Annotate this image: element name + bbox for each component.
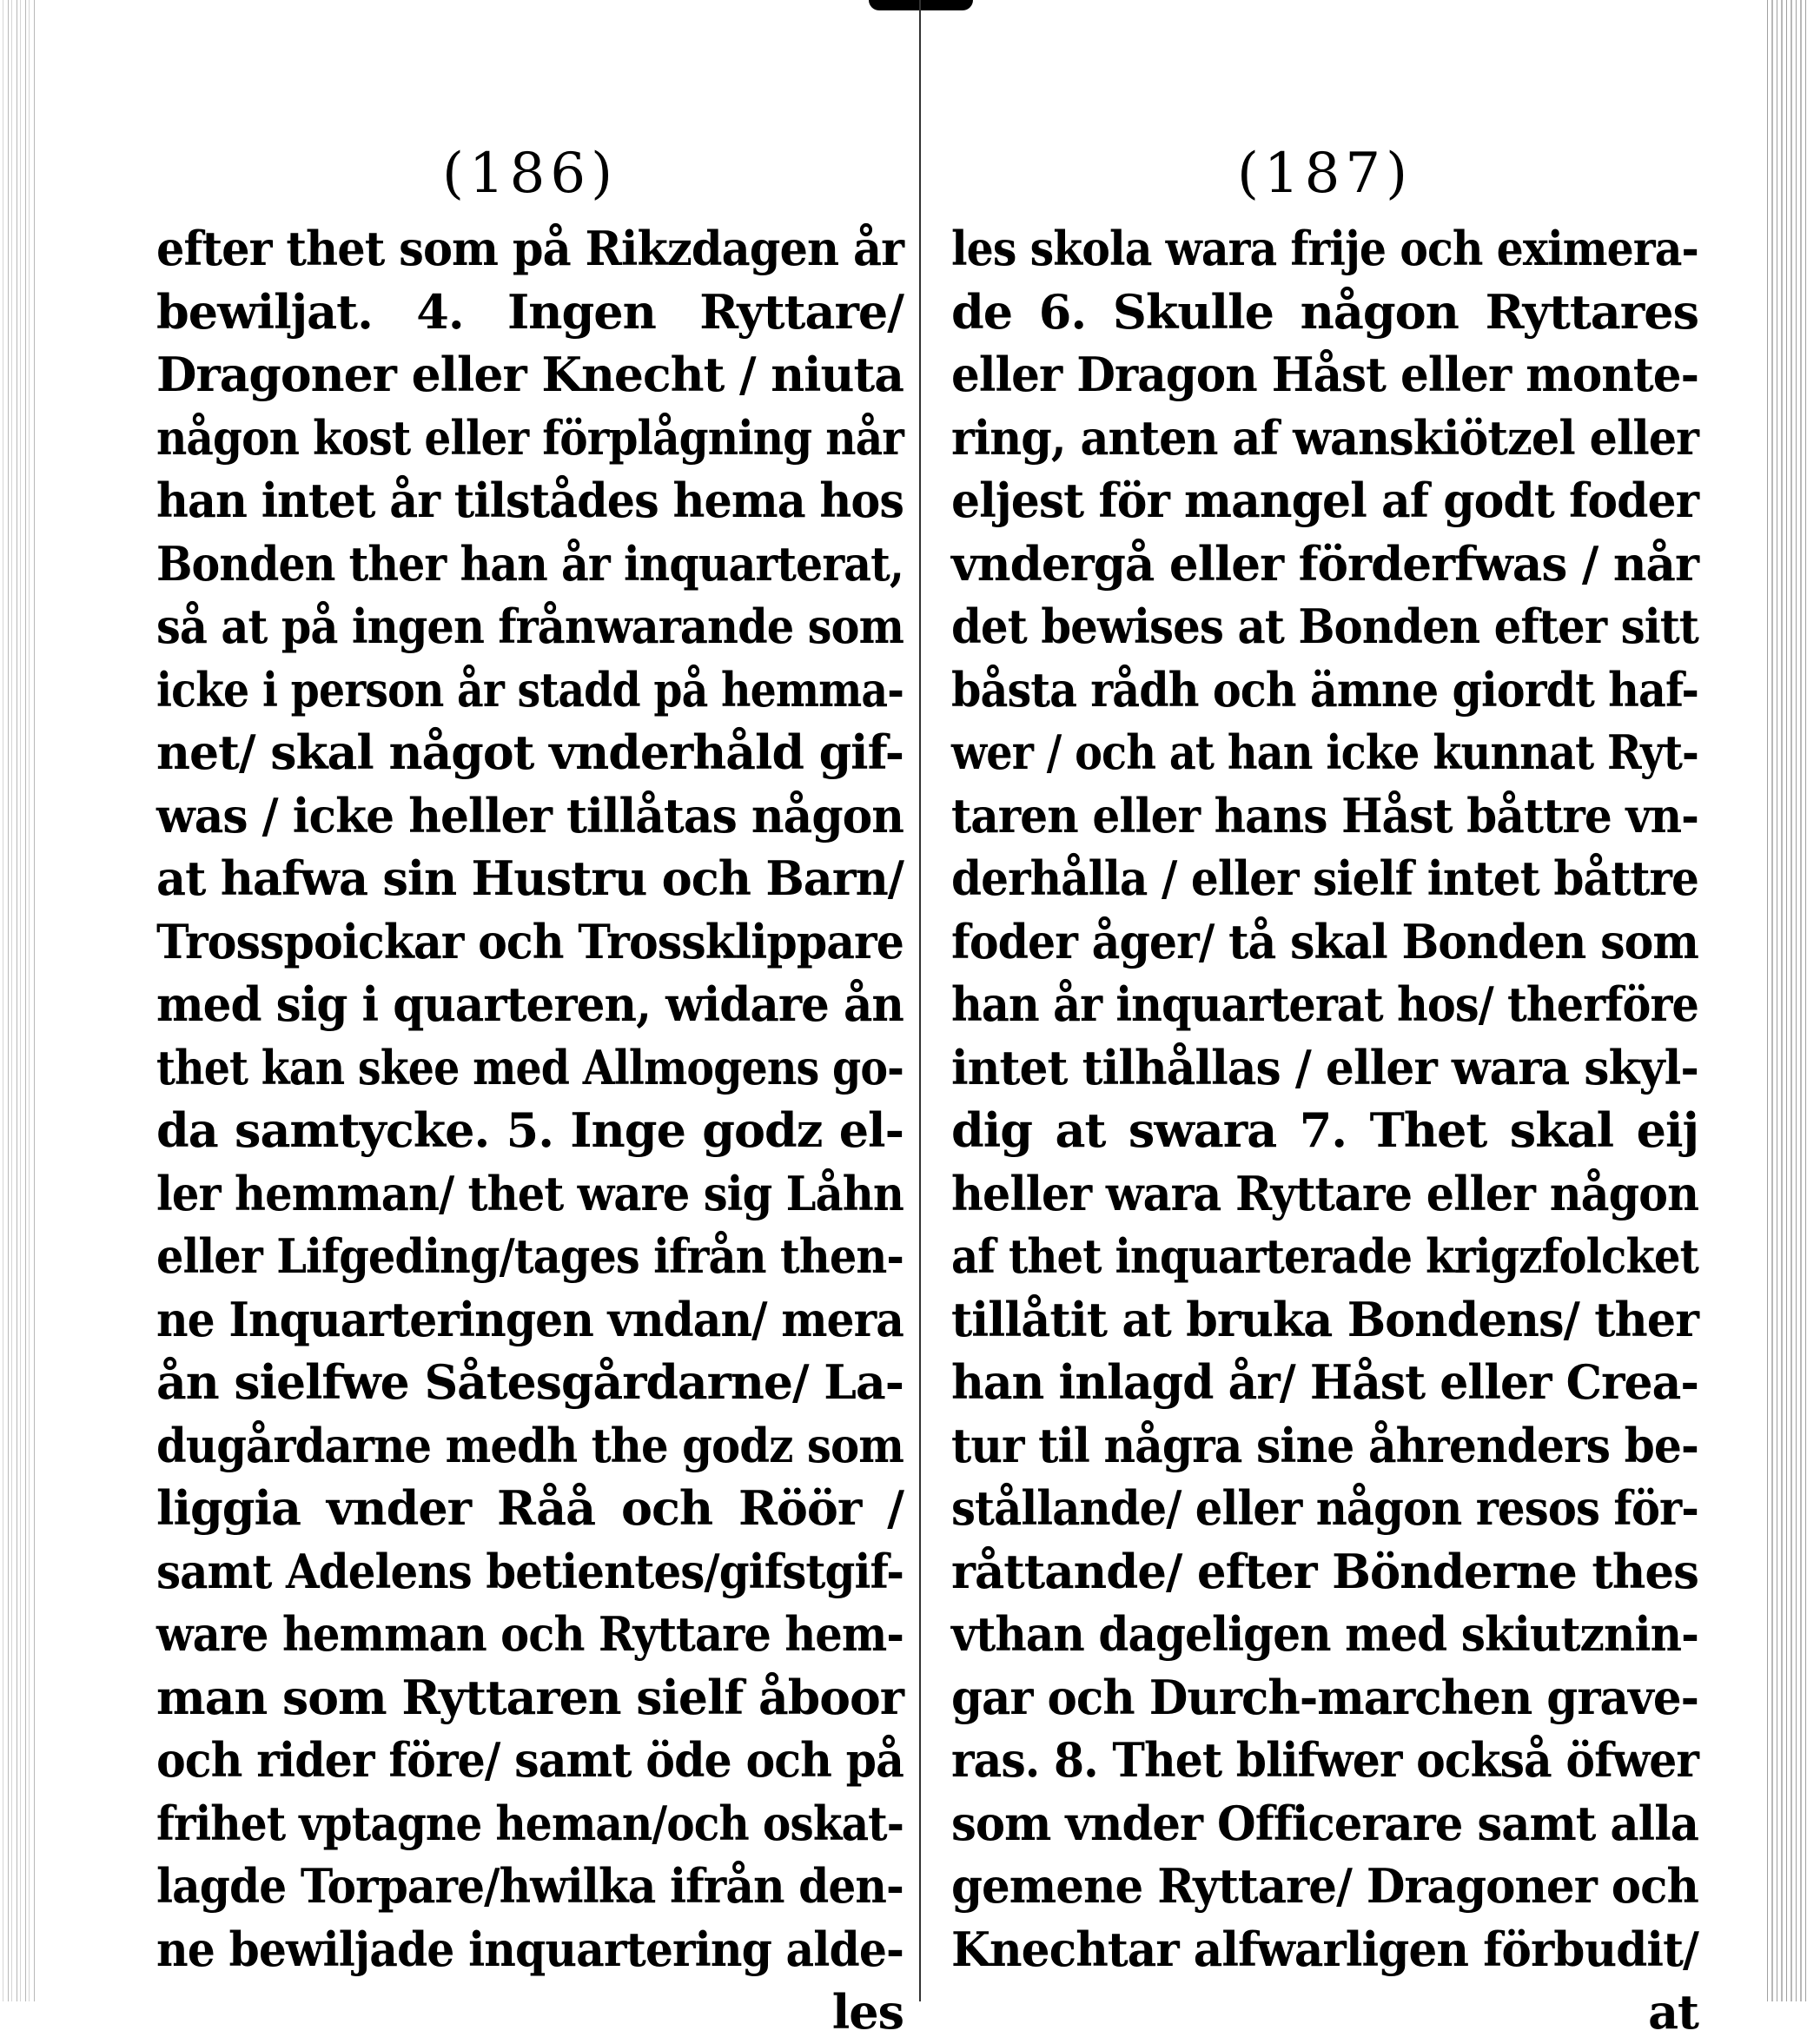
- text-line: med sig i quarteren, widare ån: [156, 976, 904, 1032]
- text-line: ne Inquarteringen vndan/ mera: [156, 1291, 904, 1347]
- text-line: tillåtit at bruka Bondens/ ther: [951, 1291, 1698, 1347]
- text-line: les: [831, 1984, 904, 2040]
- text-line: gar och Durch-marchen grave-: [951, 1669, 1699, 1725]
- text-line: ån sielfwe Såtesgårdarne/ La-: [156, 1354, 904, 1410]
- text-line: eller Dragon Håst eller monte-: [951, 347, 1699, 402]
- text-line: Bonden ther han år inquarterat,: [156, 535, 904, 592]
- text-line: eller Lifgeding/tages ifrån then-: [156, 1228, 904, 1284]
- text-line: icke i person år stadd på hemma-: [156, 661, 904, 718]
- text-line: eljest för mangel af godt foder: [951, 473, 1699, 528]
- text-line: at: [1648, 1984, 1698, 2040]
- text-line: vndergå eller förderfwas / når: [951, 535, 1699, 592]
- text-line: af thet inquarterade krigzfolcket: [951, 1228, 1699, 1284]
- text-line: frihet vptagne heman/och oskat-: [156, 1795, 904, 1851]
- text-line: tur til några sine åhrenders be-: [951, 1417, 1698, 1473]
- text-line: lagde Torpare/hwilka ifrån den-: [156, 1858, 904, 1914]
- text-line: da samtycke. 5. Inge godz el-: [156, 1102, 904, 1158]
- text-line: vthan dageligen med skiutznin-: [951, 1606, 1698, 1662]
- text-line: was / icke heller tillåtas någon: [156, 787, 904, 843]
- text-line: ras. 8. Thet blifwer också öfwer: [951, 1732, 1699, 1788]
- text-line: Trosspoickar och Trossklippare: [156, 913, 904, 969]
- text-line: wer / och at han icke kunnat Ryt-: [951, 724, 1698, 780]
- text-line: samt Adelens betientes/gifstgif-: [156, 1543, 904, 1599]
- text-line: ler hemman/ thet ware sig Låhn: [156, 1165, 904, 1221]
- text-line: net/ skal något vnderhåld gif-: [156, 724, 904, 780]
- binding-mark: [869, 0, 973, 10]
- text-line: det bewises at Bonden efter sitt: [951, 599, 1698, 654]
- text-line: han intet år tilstådes hema hos: [156, 473, 904, 528]
- left-page: [156, 139, 904, 2044]
- text-line: thet kan skee med Allmogens go-: [156, 1039, 904, 1095]
- text-line: han år inquarterat hos/ therföre: [951, 976, 1698, 1032]
- text-line: liggia vnder Råå och Röör /: [156, 1480, 904, 1536]
- text-line: ware hemman och Ryttare hem-: [156, 1606, 904, 1662]
- text-line: Knechtar alfwarligen förbudit/: [951, 1921, 1698, 1977]
- scan-left-edge: [0, 0, 35, 2001]
- text-line: les skola wara frije och eximera-: [951, 221, 1698, 276]
- text-line: ring, anten af wanskiötzel eller: [951, 409, 1699, 466]
- text-line: gemene Ryttare/ Dragoner och: [951, 1858, 1699, 1914]
- text-line: dig at swara 7. Thet skal eij: [951, 1102, 1698, 1158]
- text-line: man som Ryttaren sielf åboor: [156, 1669, 904, 1725]
- text-line: han inlagd år/ Håst eller Crea-: [951, 1354, 1698, 1410]
- text-line: derhålla / eller sielf intet båttre: [951, 850, 1698, 906]
- text-line: så at på ingen frånwarande som: [156, 599, 904, 654]
- scan-right-edge: [1764, 0, 1807, 2001]
- left-page-text: [156, 217, 904, 2044]
- text-line: foder åger/ tå skal Bonden som: [951, 913, 1698, 969]
- text-line: de 6. Skulle någon Ryttares: [951, 283, 1698, 340]
- text-line: dugårdarne medh the godz som: [156, 1417, 904, 1473]
- text-line: stållande/ eller någon resos för-: [951, 1480, 1698, 1536]
- text-line: båsta rådh och ämne giordt haf-: [951, 661, 1699, 718]
- text-line: som vnder Officerare samt alla: [951, 1795, 1699, 1851]
- page-gutter: [919, 0, 921, 2001]
- right-page-text: [951, 217, 1698, 2044]
- text-line: heller wara Ryttare eller någon: [951, 1165, 1699, 1221]
- text-line: råttande/ efter Bönderne thes: [951, 1543, 1699, 1599]
- text-line: intet tilhållas / eller wara skyl-: [951, 1039, 1698, 1095]
- text-line: at hafwa sin Hustru och Barn/: [156, 850, 904, 906]
- page-number: (187): [1236, 142, 1413, 206]
- text-line: ne bewiljade inquartering alde-: [156, 1921, 904, 1977]
- text-line: Dragoner eller Knecht / niuta: [156, 347, 904, 402]
- page-number: (186): [441, 142, 619, 206]
- text-line: någon kost eller förplågning når: [156, 409, 904, 466]
- text-line: efter thet som på Rikzdagen år: [156, 221, 904, 276]
- text-line: taren eller hans Håst båttre vn-: [951, 787, 1699, 843]
- text-line: och rider före/ samt öde och på: [156, 1732, 904, 1788]
- right-page: [951, 139, 1698, 2044]
- text-line: bewiljat. 4. Ingen Ryttare/: [156, 283, 904, 340]
